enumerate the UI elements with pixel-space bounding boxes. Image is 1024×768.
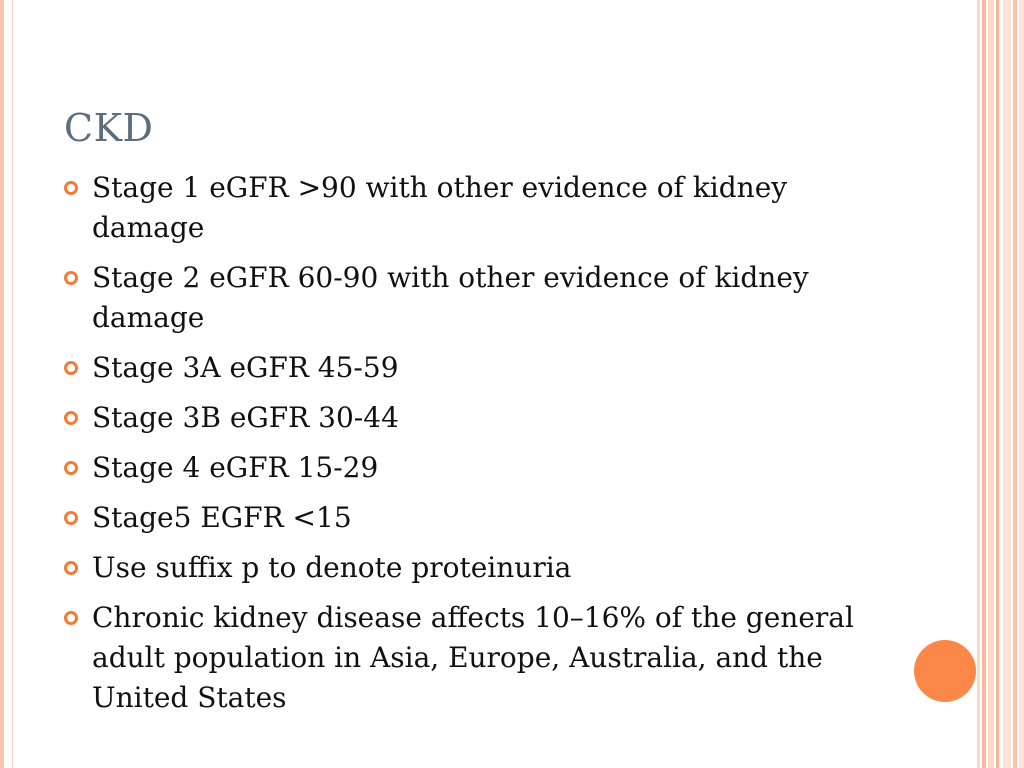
right-decorative-stripe (996, 0, 999, 768)
bullet-item (64, 348, 864, 388)
left-border-line (0, 0, 4, 768)
bullet-circle-icon (64, 271, 78, 285)
right-decorative-stripe (977, 0, 980, 768)
right-decorative-stripe (982, 0, 986, 768)
bullet-circle-icon (64, 511, 78, 525)
bullet-circle-icon (64, 461, 78, 475)
bullet-item (64, 448, 864, 488)
decorative-circle (914, 640, 976, 702)
bullet-item (64, 168, 864, 248)
bullet-text: Stage 3B eGFR 30-44 (92, 401, 399, 434)
bullet-circle-icon (64, 181, 78, 195)
right-decorative-stripe (988, 0, 994, 768)
left-inner-border-line (12, 0, 13, 768)
bullet-item (64, 258, 864, 338)
bullet-text: Chronic kidney disease affects 10–16% of the general adult population in Asia, Europe, Australia, and the United States (92, 601, 854, 714)
bullet-text: Stage 2 eGFR 60-90 with other evidence of kidney damage (92, 261, 809, 334)
bullet-text: Stage 4 eGFR 15-29 (92, 451, 379, 484)
bullet-circle-icon (64, 361, 78, 375)
bullet-circle-icon (64, 561, 78, 575)
bullet-item (64, 598, 864, 718)
right-decorative-stripe (1019, 0, 1024, 768)
bullet-item (64, 548, 864, 588)
right-decorative-stripe (1013, 0, 1017, 768)
slide-title: CKD (64, 106, 154, 150)
bullet-text: Stage 3A eGFR 45-59 (92, 351, 399, 384)
bullet-text: Use suffix p to denote proteinuria (92, 551, 572, 584)
bullet-text: Stage5 EGFR <15 (92, 501, 352, 534)
right-decorative-stripe (1003, 0, 1011, 768)
bullet-item (64, 398, 864, 438)
bullet-text: Stage 1 eGFR >90 with other evidence of kidney damage (92, 171, 788, 244)
bullet-list (64, 168, 864, 728)
bullet-item (64, 498, 864, 538)
bullet-circle-icon (64, 411, 78, 425)
bullet-circle-icon (64, 611, 78, 625)
